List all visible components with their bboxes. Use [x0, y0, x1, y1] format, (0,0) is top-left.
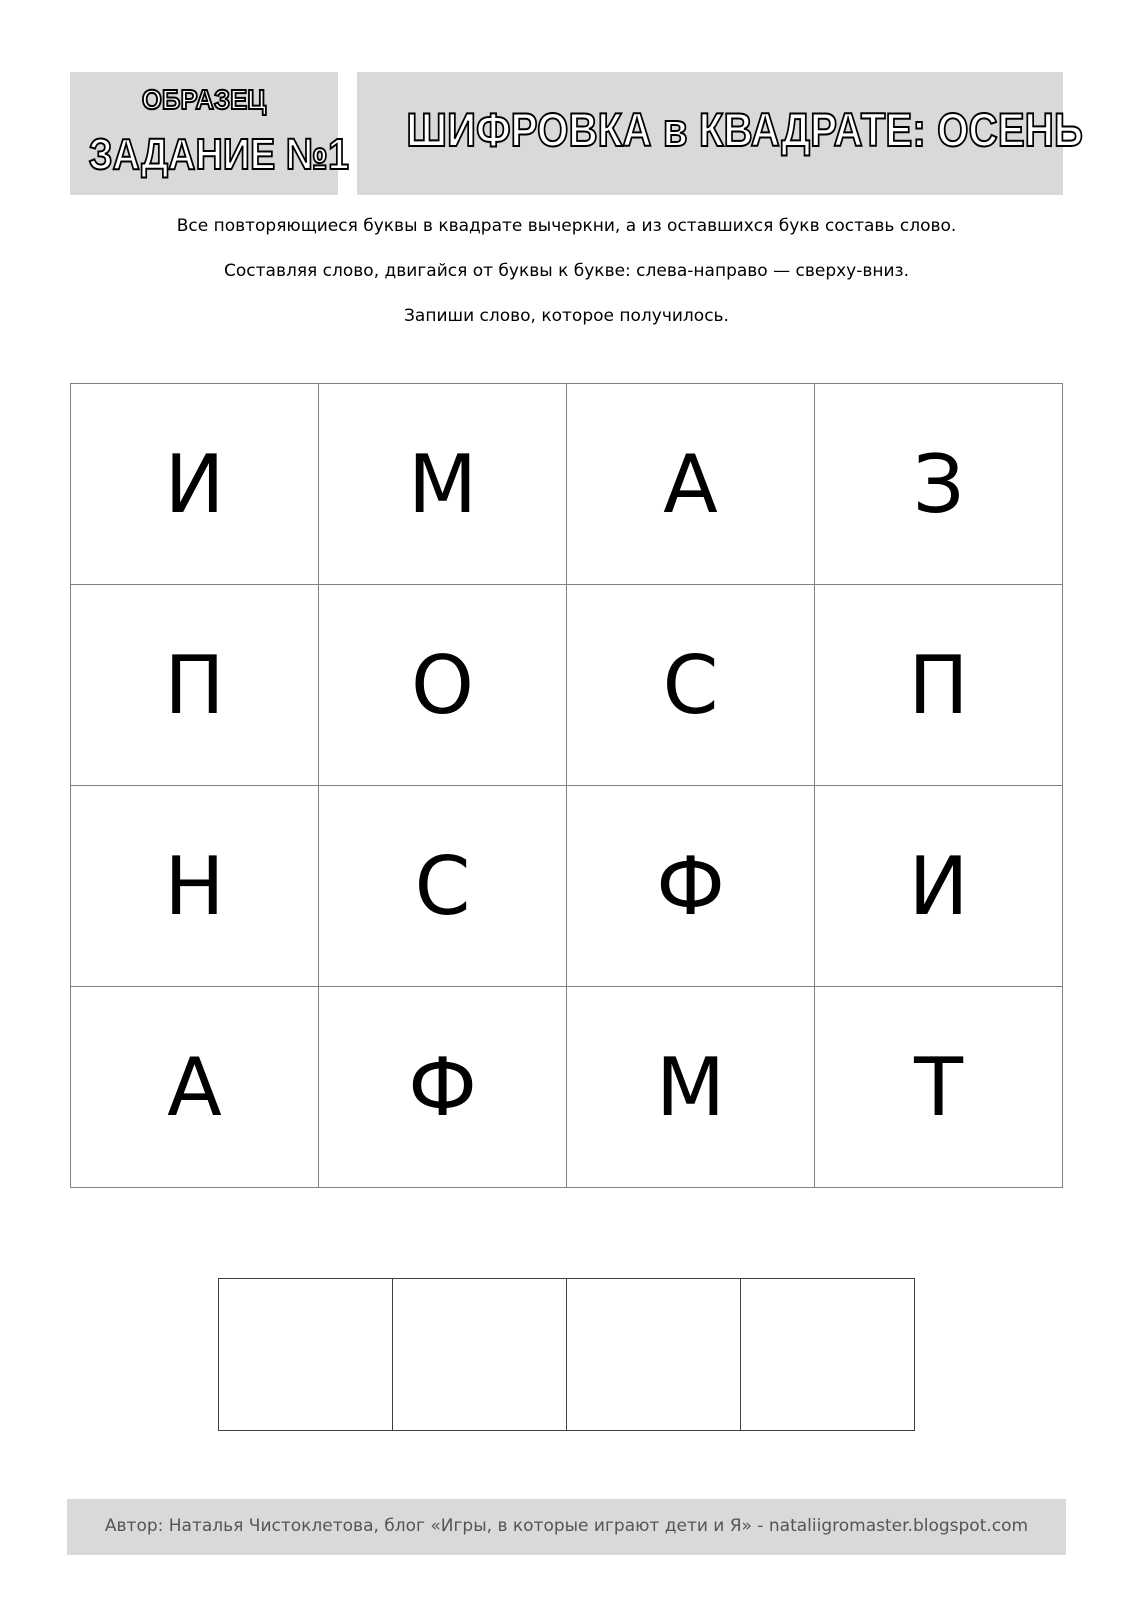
grid-row: [71, 384, 1063, 585]
letter-grid: [70, 383, 1063, 1188]
grid-cell[interactable]: И: [815, 786, 1063, 987]
grid-row: [71, 987, 1063, 1188]
grid-cell[interactable]: Т: [815, 987, 1063, 1188]
answer-cell[interactable]: [741, 1279, 915, 1431]
badge-sample-label: ОБРАЗЕЦ: [141, 84, 267, 115]
page-title: ШИФРОВКА в КВАДРАТЕ: ОСЕНЬ: [406, 103, 1083, 156]
instruction-line: Запиши слово, которое получилось.: [404, 306, 729, 326]
author-credit: Автор: Наталья Чистоклетова, блог «Игры, в которые играют дети и Я» - nataliigromaster.blogspot.com: [104, 1516, 1029, 1536]
grid-row: [71, 786, 1063, 987]
answer-cell[interactable]: [219, 1279, 393, 1431]
grid-cell[interactable]: М: [319, 384, 567, 585]
footer-bar: [67, 1499, 1066, 1555]
instruction-line: Все повторяющиеся буквы в квадрате вычеркни, а из оставшихся букв составь слово.: [176, 216, 957, 236]
answer-cell[interactable]: [567, 1279, 741, 1431]
sample-badge: [70, 72, 349, 195]
answer-row: [219, 1279, 915, 1431]
grid-cell[interactable]: А: [567, 384, 815, 585]
grid-cell[interactable]: Ф: [319, 987, 567, 1188]
grid-cell[interactable]: А: [71, 987, 319, 1188]
badge-task-number: ЗАДАНИЕ №1: [88, 130, 349, 179]
grid-cell[interactable]: С: [567, 585, 815, 786]
grid-cell[interactable]: Ф: [567, 786, 815, 987]
answer-cell[interactable]: [393, 1279, 567, 1431]
grid-cell[interactable]: П: [815, 585, 1063, 786]
grid-cell[interactable]: П: [71, 585, 319, 786]
grid-cell[interactable]: С: [319, 786, 567, 987]
grid-cell[interactable]: О: [319, 585, 567, 786]
grid-cell[interactable]: М: [567, 987, 815, 1188]
instruction-line: Составляя слово, двигайся от буквы к букве: слева-направо — сверху-вниз.: [224, 261, 909, 281]
grid-cell[interactable]: И: [71, 384, 319, 585]
grid-cell[interactable]: Н: [71, 786, 319, 987]
title-banner: [357, 72, 1083, 195]
grid-row: [71, 585, 1063, 786]
answer-boxes: [218, 1278, 915, 1431]
grid-cell[interactable]: З: [815, 384, 1063, 585]
